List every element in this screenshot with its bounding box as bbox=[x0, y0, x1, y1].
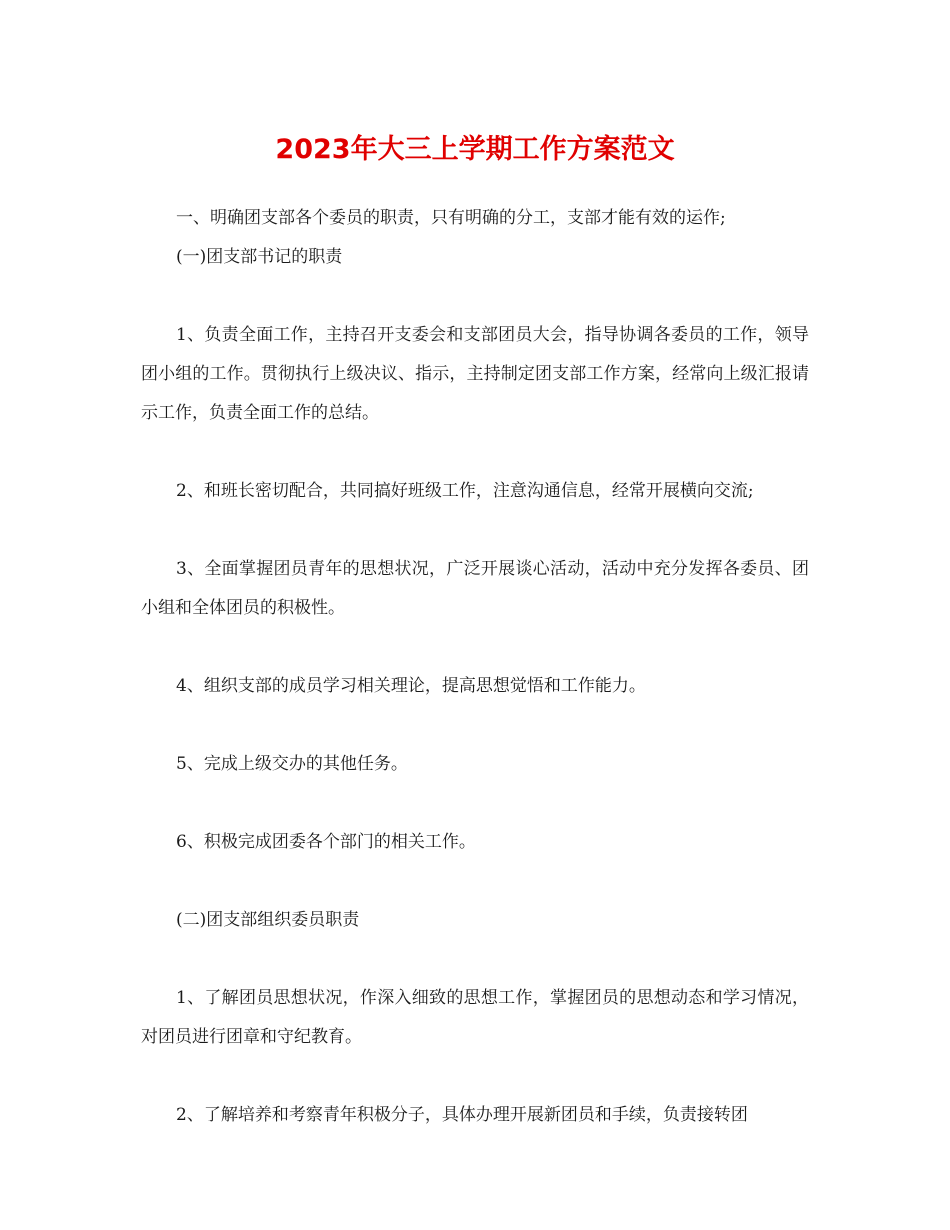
section-heading: (一)团支部书记的职责 bbox=[176, 247, 343, 267]
document-body bbox=[141, 199, 809, 1135]
paragraph-gap bbox=[141, 784, 809, 823]
paragraph-gap bbox=[141, 628, 809, 667]
document-title: 2023年大三上学期工作方案范文 bbox=[275, 134, 675, 165]
paragraph-gap bbox=[141, 511, 809, 550]
paragraph: 一、明确团支部各个委员的职责，只有明确的分工，支部才能有效的运作; bbox=[176, 208, 726, 228]
paragraph: 4、组织支部的成员学习相关理论，提高思想觉悟和工作能力。 bbox=[176, 676, 646, 696]
paragraph-gap bbox=[141, 1057, 809, 1096]
paragraph-gap bbox=[141, 277, 809, 316]
paragraph: 2、了解培养和考察青年积极分子，具体办理开展新团员和手续，负责接转团 bbox=[176, 1105, 748, 1125]
paragraph: 3、全面掌握团员青年的思想状况，广泛开展谈心活动，活动中充分发挥各委员、团小组和全体团员的积极性。 bbox=[141, 559, 809, 618]
paragraph-gap bbox=[141, 433, 809, 472]
paragraph: 5、完成上级交办的其他任务。 bbox=[176, 754, 408, 774]
paragraph-gap bbox=[141, 706, 809, 745]
paragraph-gap bbox=[141, 940, 809, 979]
section-heading: (二)团支部组织委员职责 bbox=[176, 910, 360, 930]
paragraph: 2、和班长密切配合，共同搞好班级工作，注意沟通信息，经常开展横向交流; bbox=[176, 481, 754, 501]
paragraph-gap bbox=[141, 862, 809, 901]
paragraph: 6、积极完成团委各个部门的相关工作。 bbox=[176, 832, 476, 852]
paragraph: 1、负责全面工作，主持召开支委会和支部团员大会，指导协调各委员的工作，领导团小组的工作。贯彻执行上级决议、指示，主持制定团支部工作方案，经常向上级汇报请示工作，负责全面工作的总结。 bbox=[141, 325, 809, 423]
paragraph: 1、了解团员思想状况，作深入细致的思想工作，掌握团员的思想动态和学习情况，对团员进行团章和守纪教育。 bbox=[141, 988, 809, 1047]
